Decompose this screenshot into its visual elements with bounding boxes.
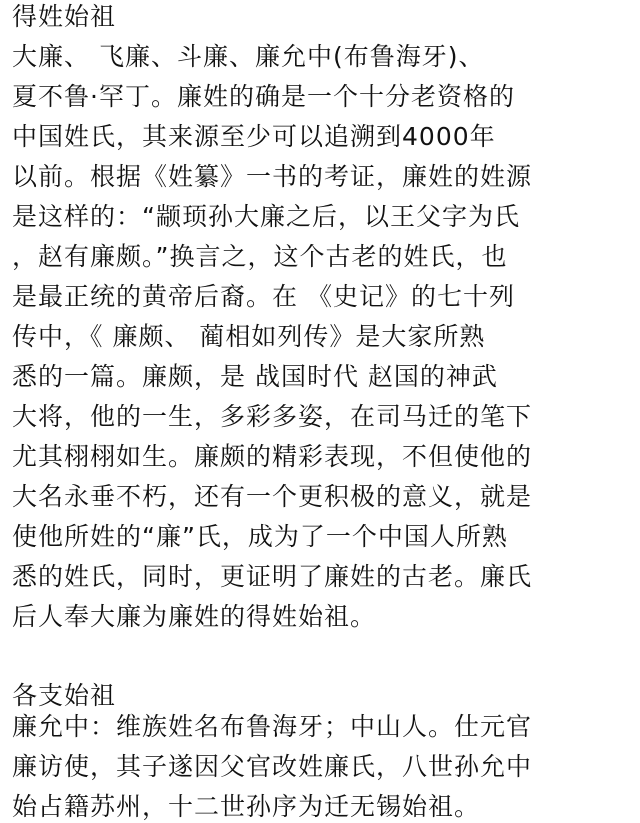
text-line: 是这样的：“颛顼孙大廉之后，以王父字为氏	[12, 202, 520, 231]
text-line: 使他所姓的“廉”氏，成为了一个中国人所熟	[12, 522, 508, 551]
section-heading-origin: 得姓始祖	[12, 2, 117, 31]
text-line: 传中，《 廉颇、 蔺相如列传》是大家所熟	[12, 322, 486, 351]
text-line: 廉允中：维族姓名布鲁海牙；中山人。仕元官	[12, 712, 533, 741]
text-line: 尤其栩栩如生。廉颇的精彩表现，不但使他的	[12, 442, 533, 471]
text-line: 是最正统的黄帝后裔。在 《史记》的七十列	[12, 282, 515, 311]
text-line: 悉的一篇。廉颇，是 战国时代 赵国的神武	[12, 362, 498, 391]
text-line: ，赵有廉颇。”换言之，这个古老的姓氏，也	[12, 242, 508, 271]
text-line: 中国姓氏，其来源至少可以追溯到4000年	[12, 122, 496, 151]
text-line: 始占籍苏州，十二世孙序为迁无锡始祖。	[12, 792, 481, 821]
text-line: 廉访使，其子遂因父官改姓廉氏，八世孙允中	[12, 752, 533, 781]
text-line: 后人奉大廉为廉姓的得姓始祖。	[12, 602, 377, 631]
text-line: 悉的姓氏，同时，更证明了廉姓的古老。廉氏	[12, 562, 533, 591]
text-line: 夏不鲁·罕丁。廉姓的确是一个十分老资格的	[12, 82, 515, 111]
section-heading-branches: 各支始祖	[12, 681, 117, 710]
text-line: 大名永垂不朽，还有一个更积极的意义，就是	[12, 482, 533, 511]
text-line: 以前。根据《姓纂》一书的考证，廉姓的姓源	[12, 162, 533, 191]
text-line: 大将，他的一生，多彩多姿，在司马迁的笔下	[12, 402, 533, 431]
text-line: 大廉、 飞廉、斗廉、廉允中(布鲁海牙)、	[12, 42, 485, 71]
